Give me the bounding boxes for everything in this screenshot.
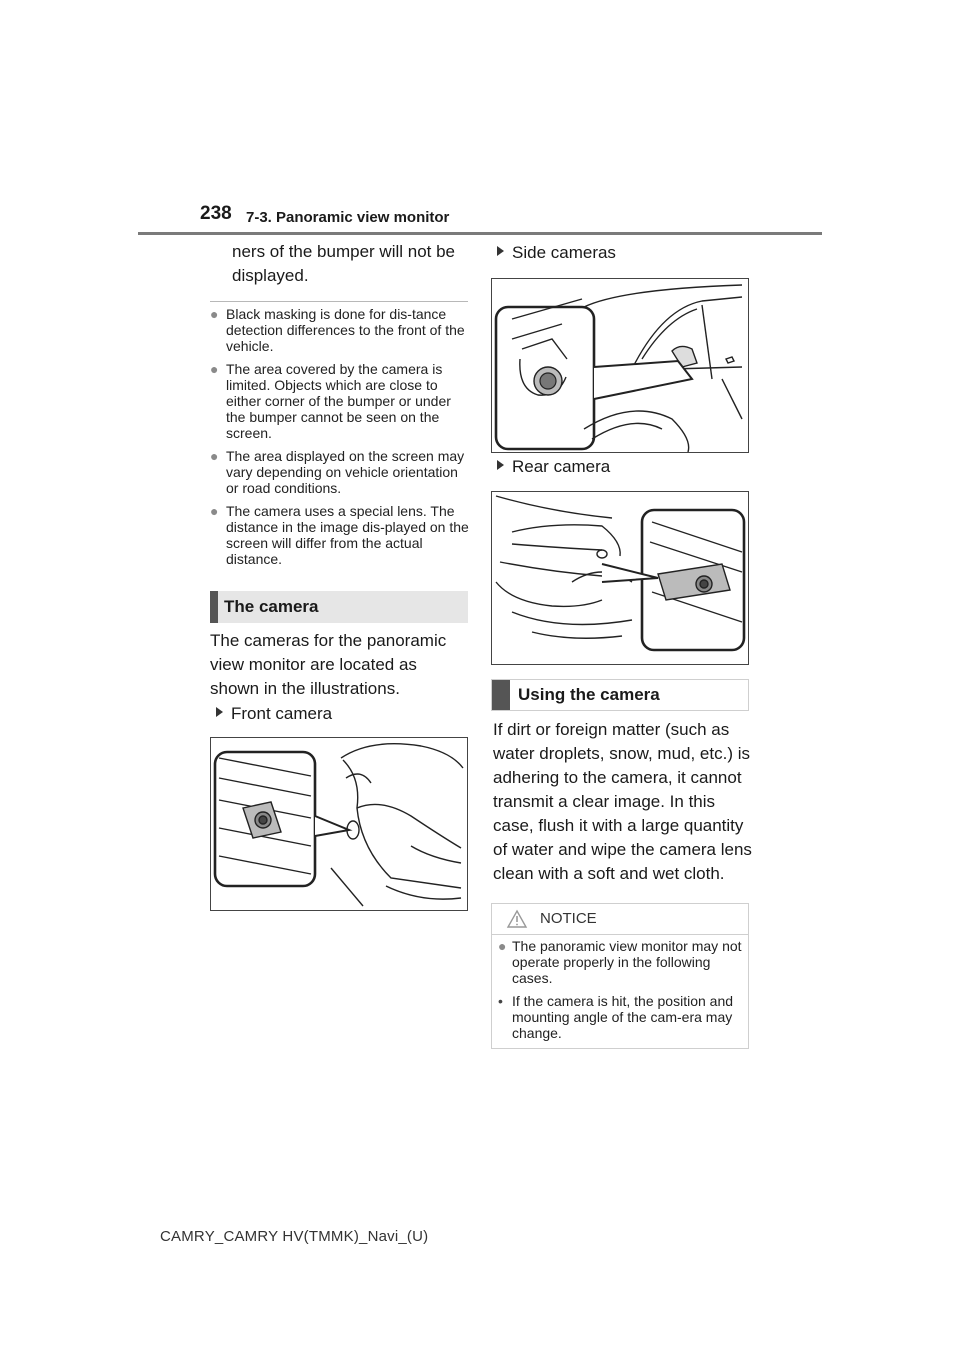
cleaning-instructions: If dirt or foreign matter (such as water droplets, snow, mud, etc.) is adhering to the camera, it cannot transmit a clear image. In this case, flush it with a large quantity of water and wipe the camera lens clean with a soft and wet cloth. [493, 720, 752, 883]
cameras-intro-text: The cameras for the panoramic view monitor are located as shown in the illustrations. [210, 631, 447, 698]
arrow-icon [497, 246, 504, 256]
bullet-icon: ● [498, 938, 507, 954]
warning-triangle-icon [506, 909, 528, 929]
rear-camera-label: Rear camera [497, 455, 610, 479]
side-camera-illustration [491, 278, 749, 453]
notes-divider [210, 301, 468, 302]
note-item: ● The area covered by the camera is limited. Objects which are close to either corner of the bumper or under the bumper cannot be seen on the screen. [210, 361, 451, 441]
notice-header [492, 904, 748, 935]
front-camera-illustration [210, 737, 468, 911]
bullet-icon: ● [210, 306, 219, 322]
note-item: ● The area displayed on the screen may vary depending on vehicle orientation or road conditions. [210, 448, 465, 496]
note-item: ● The camera uses a special lens. The distance in the image dis-played on the screen will differ from the actual distance. [210, 503, 469, 567]
notice-item: • If the camera is hit, the position and mounting angle of the cam-era may change. [498, 993, 734, 1041]
side-cameras-label: Side cameras [497, 241, 616, 265]
section-title: 7-3. Panoramic view monitor [246, 209, 450, 226]
dot-bullet: • [498, 993, 503, 1009]
using-camera-heading: Using the camera [491, 679, 749, 711]
heading-marker [492, 680, 510, 710]
bullet-icon: ● [210, 503, 219, 519]
notice-label: NOTICE [540, 910, 597, 927]
rear-camera-illustration [491, 491, 749, 665]
bullet-icon: ● [210, 448, 219, 464]
notice-item: ● The panoramic view monitor may not operate properly in the following cases. [498, 938, 742, 986]
arrow-icon [216, 707, 223, 717]
front-camera-label: Front camera [216, 702, 332, 726]
arrow-icon [497, 460, 504, 470]
camera-section-heading: The camera [210, 591, 468, 623]
page-number: 238 [200, 203, 232, 224]
note-item: ● Black masking is done for dis-tance detection differences to the front of the vehicle. [210, 306, 465, 354]
bullet-icon: ● [210, 361, 219, 377]
notice-box [491, 903, 749, 1049]
notes-list [210, 306, 470, 574]
footer-model-code: CAMRY_CAMRY HV(TMMK)_Navi_(U) [160, 1228, 429, 1245]
heading-marker [210, 591, 218, 623]
header-rule [138, 232, 822, 235]
continued-text: ners of the bumper will not be displayed. [232, 242, 456, 285]
